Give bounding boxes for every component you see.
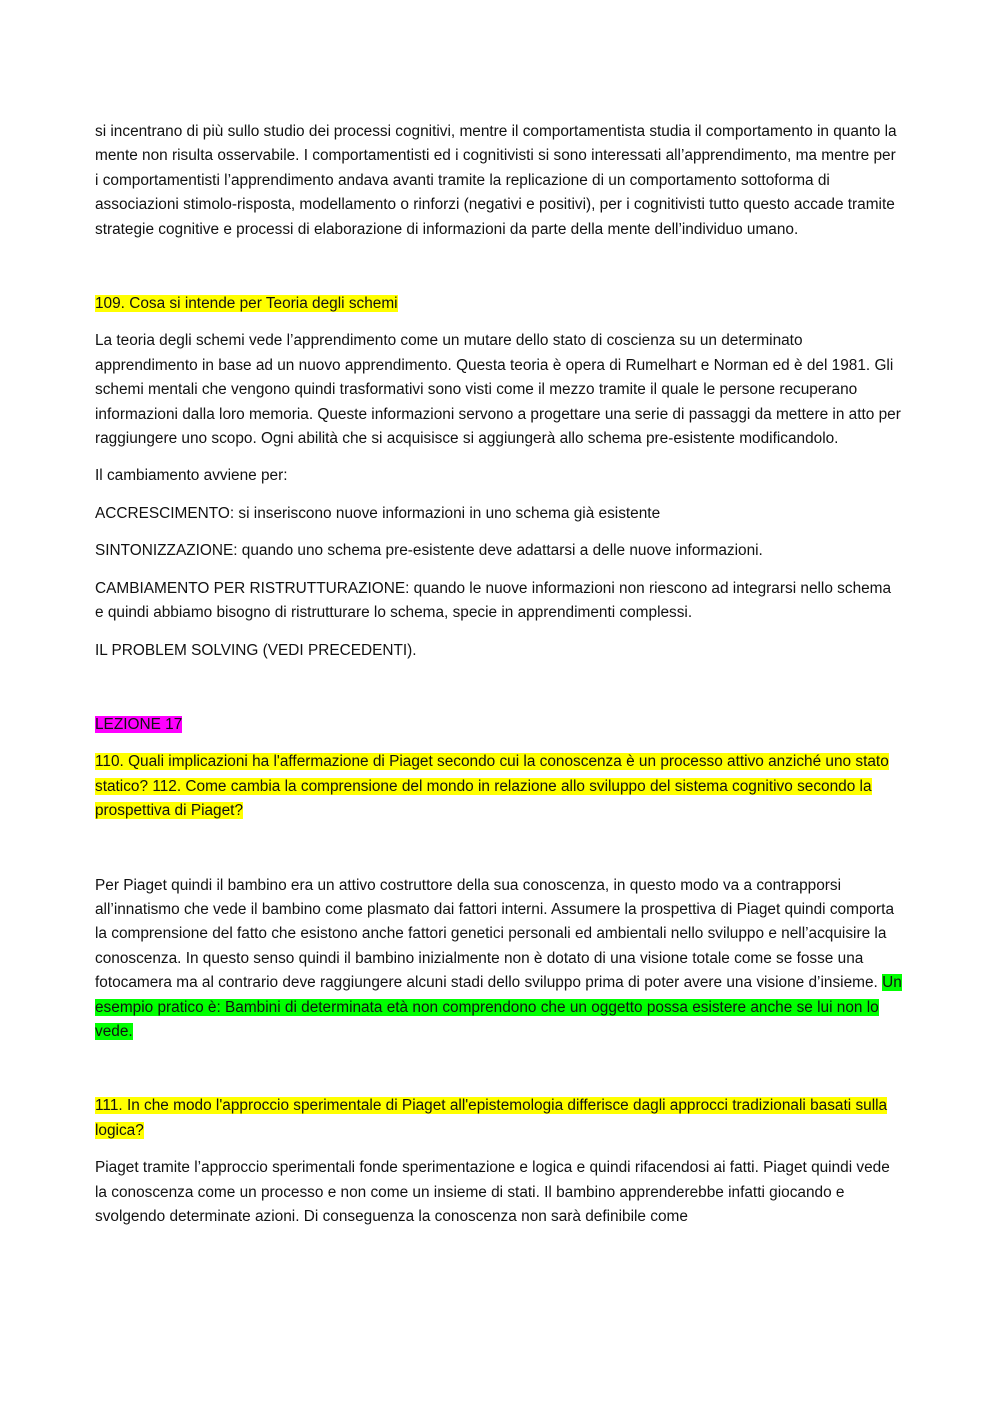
document-page: [95, 120, 903, 1242]
lesson-heading: [95, 713, 903, 737]
paragraph-piaget: [95, 874, 903, 1045]
highlight-109: 109. Cosa si intende per Teoria degli schemi: [95, 295, 398, 313]
highlight-111: 111. In che modo l'approccio sperimentale di Piaget all'epistemologia differisce dagli approcci tradizionali basati sulla logica?: [95, 1097, 888, 1139]
paragraph-cambiamento: Il cambiamento avviene per:: [95, 467, 288, 485]
paragraph-piaget-text: Per Piaget quindi il bambino era un attivo costruttore della sua conoscenza, in questo modo va a contrapporsi all’innatismo che vede il bambino come plasmato dai fattori interni. Assumere la prospettiva di Piaget quindi comporta la comprensione del fatto che esistono anche fattori genetici personali ed ambientali nello sviluppo e nell’acquisire la conoscenza. In questo senso quindi il bambino inizialmente non è dotato di una visione totale come se fosse una fotocamera ma al contrario deve raggiungere alcuni stadi dello sviluppo prima di poter avere una visione d’insieme.: [95, 876, 895, 992]
paragraph-sintonizzazione: SINTONIZZAZIONE: quando uno schema pre-esistente deve adattarsi a delle nuove informazioni.: [95, 542, 763, 560]
highlight-110: 110. Quali implicazioni ha l'affermazione di Piaget secondo cui la conoscenza è un processo attivo anziché uno stato statico? 112. Come cambia la comprensione del mondo in relazione allo sviluppo del sistema cognitivo secondo la prospettiva di Piaget?: [95, 753, 889, 820]
question-heading-111: [95, 1094, 903, 1143]
highlight-lezione: LEZIONE 17: [95, 715, 183, 733]
question-heading-110: [95, 750, 903, 823]
paragraph-accrescimento: ACCRESCIMENTO: si inseriscono nuove informazioni in uno schema già esistente: [95, 504, 661, 522]
paragraph-intro: si incentrano di più sullo studio dei processi cognitivi, mentre il comportamentista studia il comportamento in quanto la mente non risulta osservabile. I comportamentisti ed i cognitivisti si sono interessati all’apprendimento, ma mentre per i comportamentisti l’apprendimento andava avanti tramite la replicazione di un comportamento sottoforma di associazioni stimolo-risposta, modellamento o rinforzi (negativi e positivi), per i cognitivisti tutto questo accade tramite strategie cognitive e processi di elaborazione di informazioni da parte della mente dell’individuo umano.: [95, 123, 897, 238]
paragraph-ristrutturazione: CAMBIAMENTO PER RISTRUTTURAZIONE: quando le nuove informazioni non riescono ad integrarsi nello schema e quindi abbiamo bisogno di ristrutturare lo schema, specie in apprendimenti complessi.: [95, 579, 892, 622]
question-heading-109: [95, 292, 903, 316]
paragraph-approccio: Piaget tramite l’approccio sperimentali fonde sperimentazione e logica e quindi rifacendosi ai fatti. Piaget quindi vede la conoscenza come un processo e non come un insieme di stati. Il bambino apprenderebbe infatti giocando e svolgendo determinate azioni. Di conseguenza la conoscenza non sarà definibile come: [95, 1159, 890, 1225]
paragraph-teoria-schemi: La teoria degli schemi vede l’apprendimento come un mutare dello stato di coscienza su un determinato apprendimento in base ad un nuovo apprendimento. Questa teoria è opera di Rumelhart e Norman ed è del 1981. Gli schemi mentali che vengono quindi trasformativi sono visti come il mezzo tramite il quale le persone recuperano informazioni dalla loro memoria. Queste informazioni servono a progettare una serie di passaggi da mettere in atto per raggiungere uno scopo. Ogni abilità che si acquisisce si aggiungerà allo schema pre-esistente modificandolo.: [95, 332, 901, 448]
highlight-esempio: Un esempio pratico è: Bambini di determinata età non comprendono che un oggetto possa esistere anche se lui non lo vede.: [95, 974, 902, 1040]
paragraph-problem-solving: IL PROBLEM SOLVING (VEDI PRECEDENTI).: [95, 641, 417, 659]
